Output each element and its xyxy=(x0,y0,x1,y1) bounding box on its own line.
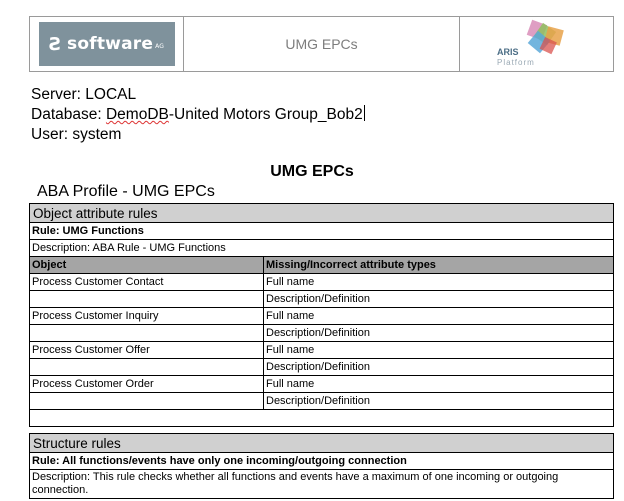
structure-rule-name: Rule: All functions/events have only one incoming/outgoing connection xyxy=(30,453,614,470)
section-title: ABA Profile - UMG EPCs xyxy=(37,183,215,200)
database-line xyxy=(31,105,365,124)
structure-rules-band: Structure rules xyxy=(30,434,614,453)
header-title: UMG EPCs xyxy=(184,17,460,71)
logo-cell xyxy=(30,17,184,71)
document-title: UMG EPCs xyxy=(270,163,354,180)
attribute-cell: Full name xyxy=(264,376,614,393)
text-caret xyxy=(364,105,365,121)
logo-text: software xyxy=(67,34,154,54)
table-row xyxy=(30,342,614,359)
object-cell: Process Customer Order xyxy=(30,376,264,393)
aris-logo-icon xyxy=(460,17,613,71)
attribute-cell: Description/Definition xyxy=(264,359,614,376)
table-row xyxy=(30,291,614,308)
database-prefix: Database: xyxy=(31,106,106,123)
empty-cell xyxy=(30,410,614,427)
attribute-rule-name: Rule: UMG Functions xyxy=(30,223,614,240)
structure-rules-table xyxy=(29,433,614,499)
object-cell xyxy=(30,291,264,308)
object-cell: Process Customer Contact xyxy=(30,274,264,291)
software-ag-mark-icon: Ƨ xyxy=(48,33,63,55)
database-name: DemoDB xyxy=(105,106,169,123)
object-cell xyxy=(30,393,264,410)
object-cell xyxy=(30,325,264,342)
database-suffix: -United Motors Group_Bob2 xyxy=(168,106,363,123)
empty-row xyxy=(30,410,614,427)
attribute-cell: Description/Definition xyxy=(264,393,614,410)
column-header-object: Object xyxy=(30,257,264,274)
attribute-cell: Full name xyxy=(264,274,614,291)
aris-logo-text: ARIS xyxy=(497,47,519,57)
table-row xyxy=(30,325,614,342)
table-row xyxy=(30,393,614,410)
user-line: User: system xyxy=(31,126,122,143)
attribute-cell: Description/Definition xyxy=(264,291,614,308)
object-cell: Process Customer Inquiry xyxy=(30,308,264,325)
aris-logo-subtext: Platform xyxy=(497,58,535,67)
aris-logo-cell xyxy=(460,17,613,71)
column-header-missing: Missing/Incorrect attribute types xyxy=(264,257,614,274)
attribute-cell: Full name xyxy=(264,342,614,359)
attribute-rules-band: Object attribute rules xyxy=(30,204,614,223)
server-line: Server: LOCAL xyxy=(31,86,137,103)
attribute-rule-description: Description: ABA Rule - UMG Functions xyxy=(30,240,614,257)
attribute-rules-table xyxy=(29,203,614,427)
software-ag-logo xyxy=(39,22,175,66)
logo-suffix: AG xyxy=(155,42,165,50)
table-row xyxy=(30,274,614,291)
table-row xyxy=(30,376,614,393)
object-cell: Process Customer Offer xyxy=(30,342,264,359)
report-header xyxy=(29,16,614,72)
object-cell xyxy=(30,359,264,376)
attribute-cell: Full name xyxy=(264,308,614,325)
table-row xyxy=(30,308,614,325)
table-row xyxy=(30,359,614,376)
attribute-cell: Description/Definition xyxy=(264,325,614,342)
structure-rule-description: Description: This rule checks whether all functions and events have a maximum of one incoming or outgoing connection. xyxy=(30,470,614,499)
